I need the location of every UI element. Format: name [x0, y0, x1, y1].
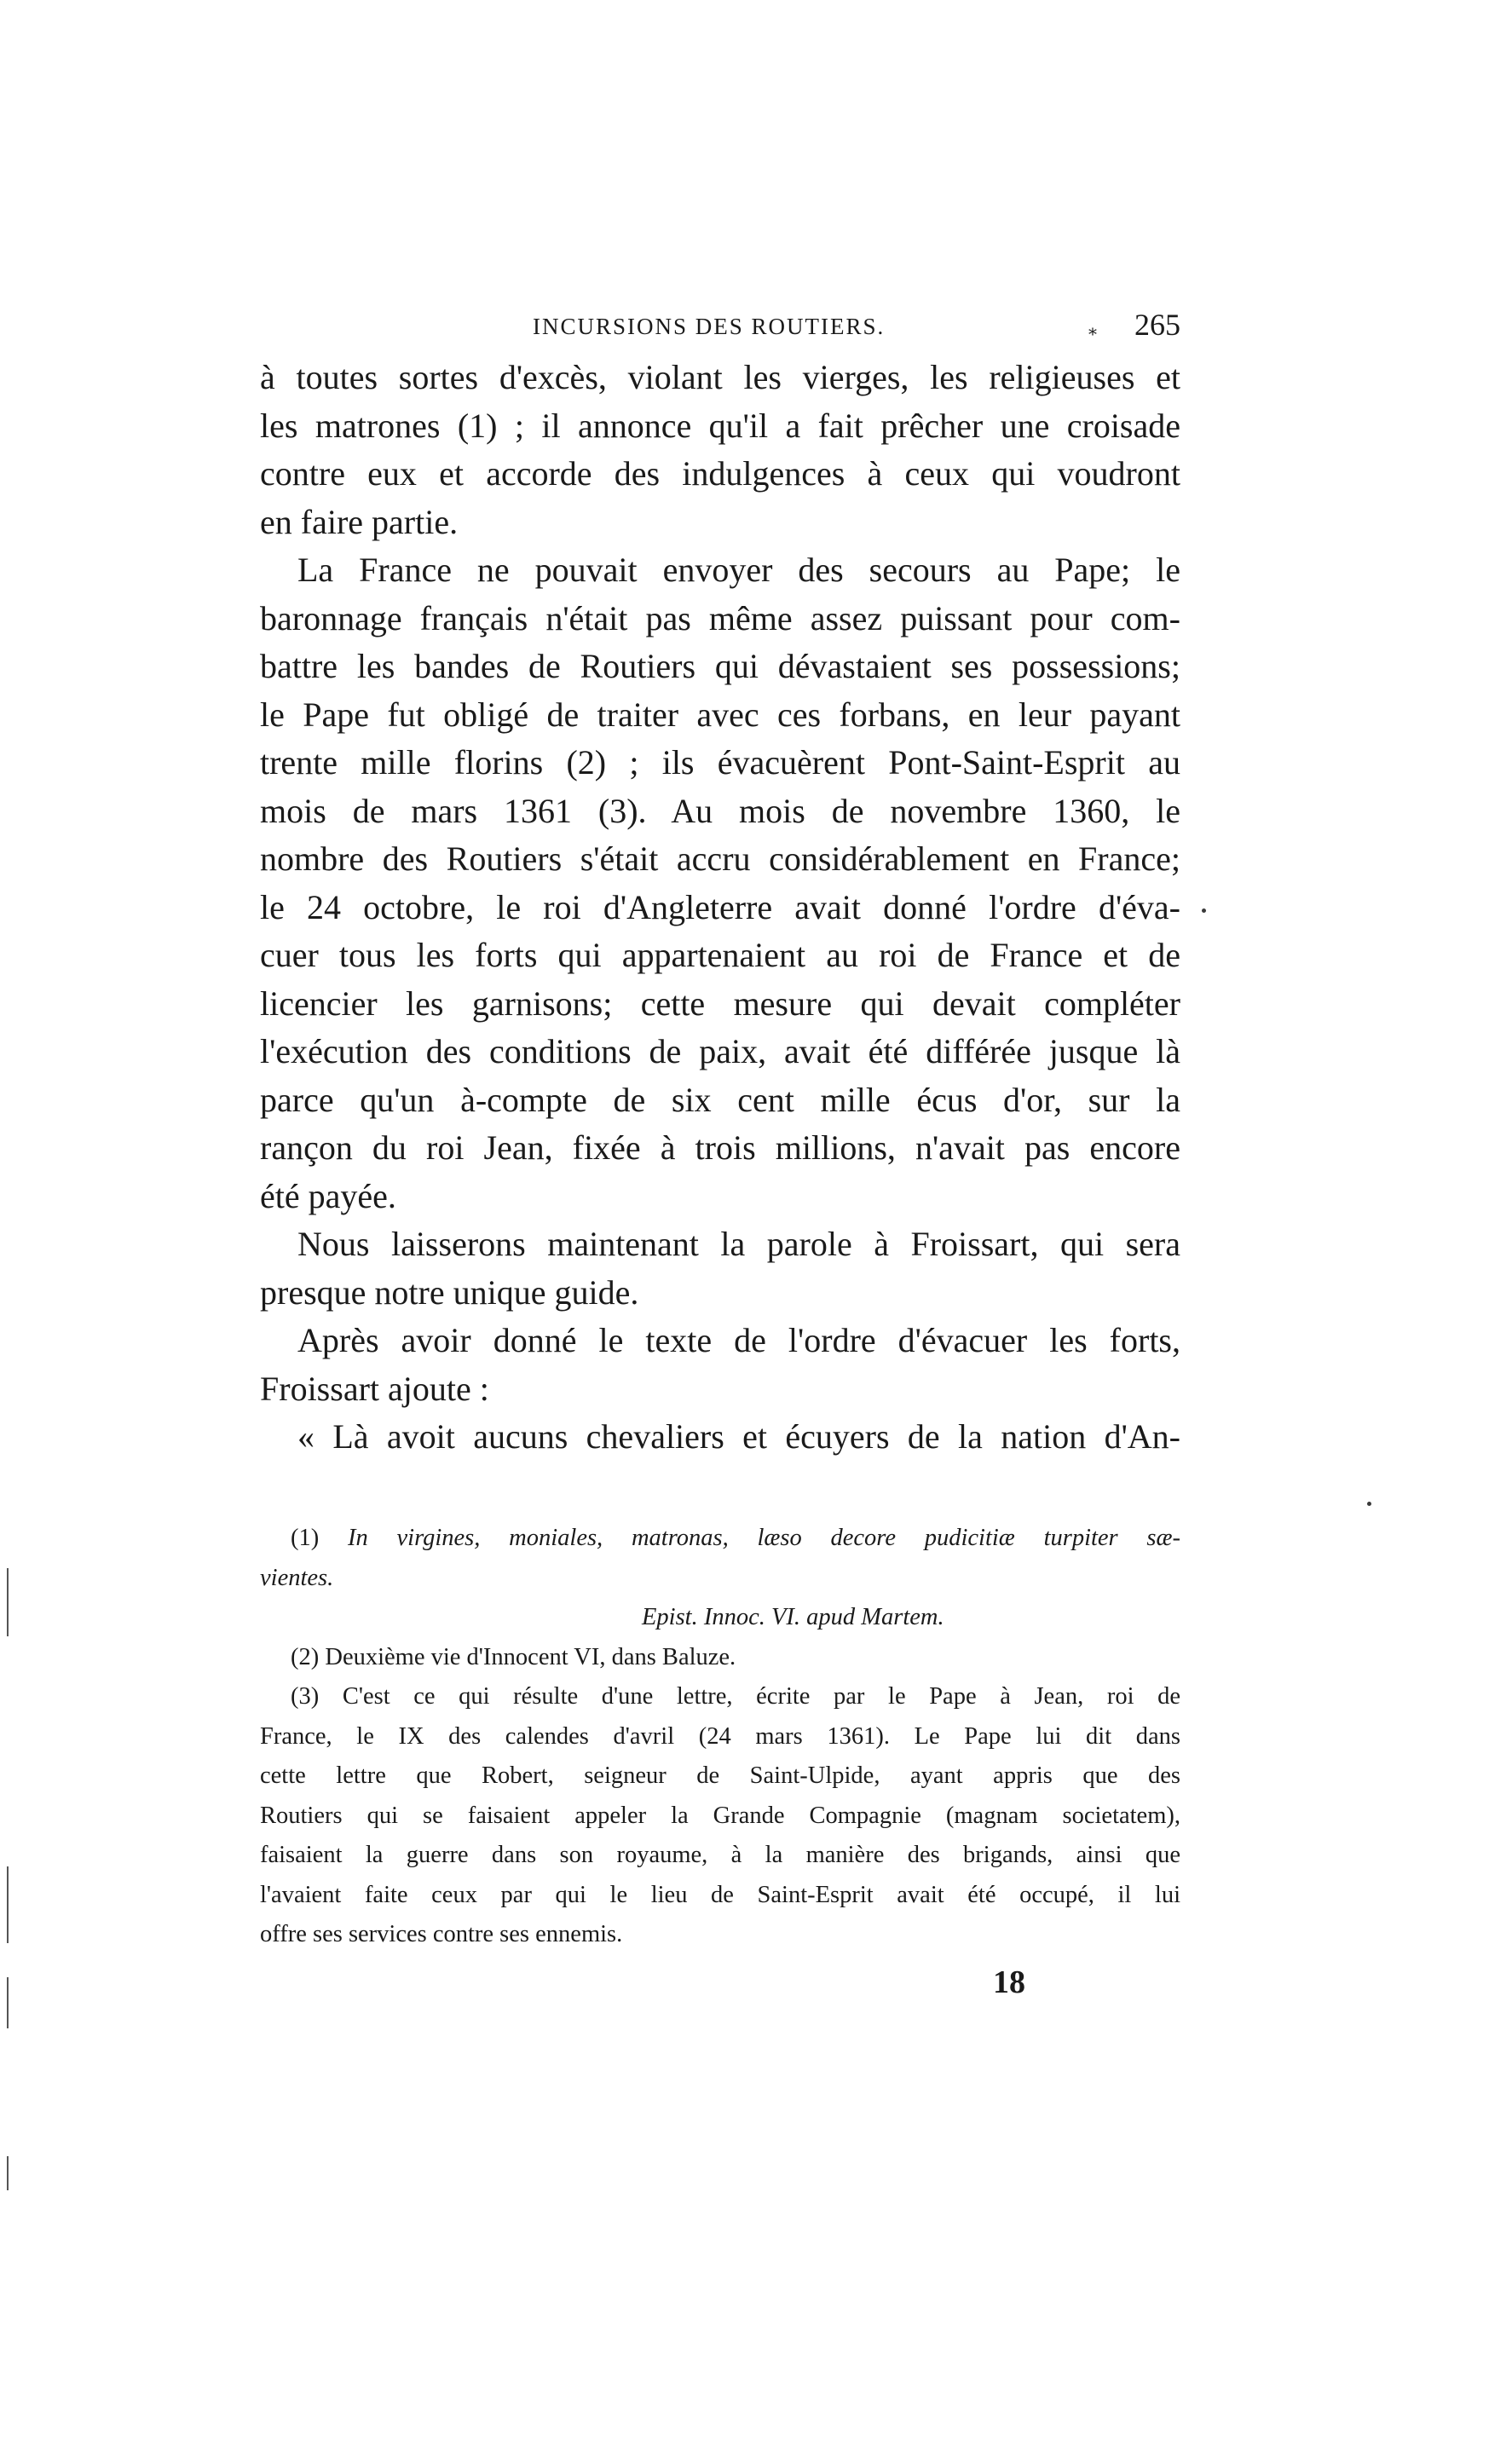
margin-scan-line [7, 2156, 9, 2190]
text-line: les matrones (1) ; il annonce qu'il a fait prêcher une croisade [260, 406, 1180, 445]
scan-speck [1202, 909, 1206, 913]
footnote-3-line: France, le IX des calendes d'avril (24 mars 1361). Le Pape lui dit dans [260, 1722, 1180, 1750]
text-line: battre les bandes de Routiers qui dévastaient ses possessions; [260, 647, 1180, 685]
footnote-1-source: Epist. Innoc. VI. apud Martem. [642, 1604, 944, 1630]
footnote-3-line: Routiers qui se faisaient appeler la Grande Compagnie (magnam societatem), [260, 1802, 1180, 1829]
text-line: presque notre unique guide. [260, 1272, 639, 1312]
text-line: « Là avoit aucuns chevaliers et écuyers de la nation d'An- [297, 1417, 1180, 1456]
text-line: rançon du roi Jean, fixée à trois millions, n'avait pas encore [260, 1128, 1180, 1167]
ornament-mark: ⁎ [1088, 320, 1097, 339]
main-text [260, 354, 1180, 1462]
text-line: mois de mars 1361 (3). Au mois de novembre 1360, le [260, 791, 1180, 830]
text-line: cuer tous les forts qui appartenaient au roi de France et de [260, 936, 1180, 974]
margin-scan-line [7, 1866, 9, 1943]
footnote-2: (2) Deuxième vie d'Innocent VI, dans Baluze. [291, 1643, 736, 1670]
text-line: baronnage français n'était pas même assez puissant pour com- [260, 598, 1180, 637]
text-line: à toutes sortes d'excès, violant les vierges, les religieuses et [260, 358, 1180, 396]
text-line: trente mille florins (2) ; ils évacuèrent Pont-Saint-Esprit au [260, 743, 1180, 782]
signature-mark: 18 [993, 1964, 1025, 2000]
scan-speck [1367, 1502, 1371, 1506]
text-line: parce qu'un à-compte de six cent mille écus d'or, sur la [260, 1080, 1180, 1119]
footnote-1-marker: (1) [291, 1525, 320, 1551]
text-line: contre eux et accorde des indulgences à ceux qui voudront [260, 454, 1180, 493]
text-line: Nous laisserons maintenant la parole à Froissart, qui sera [297, 1225, 1180, 1263]
text-line: été payée. [260, 1176, 396, 1215]
footnote-1-cont-text: vientes. [260, 1564, 334, 1591]
footnote-3-line: cette lettre que Robert, seigneur de Saint-Ulpide, ayant appris que des [260, 1762, 1180, 1789]
text-line: Après avoir donné le texte de l'ordre d'évacuer les forts, [297, 1321, 1180, 1359]
margin-scan-line [7, 1568, 9, 1636]
text-line: Froissart ajoute : [260, 1369, 489, 1408]
margin-scan-line [7, 1977, 9, 2028]
footnote-1 [260, 1519, 1180, 1559]
footnote-3-line: offre ses services contre ses ennemis. [260, 1921, 623, 1947]
page-number: 265 [1134, 308, 1180, 342]
footnote-3-line: l'avaient faite ceux par qui le lieu de Saint-Esprit avait été occupé, il lui [260, 1881, 1180, 1908]
footnotes [260, 1519, 1180, 1955]
footnote-1-continuation [260, 1559, 1180, 1599]
text-line: La France ne pouvait envoyer des secours au Pape; le [297, 551, 1180, 589]
text-line: le Pape fut obligé de traiter avec ces forbans, en leur payant [260, 695, 1180, 734]
text-line: licencier les garnisons; cette mesure qui devait compléter [260, 983, 1180, 1023]
text-line: en faire partie. [260, 502, 459, 541]
text-line: nombre des Routiers s'était accru considérablement en France; [260, 839, 1180, 878]
footnote-1-text: In virgines, moniales, matronas, læso decore pudicitiæ turpiter sæ- [348, 1525, 1180, 1551]
text-line: l'exécution des conditions de paix, avait été différée jusque là [260, 1032, 1180, 1070]
running-head [260, 307, 1180, 349]
running-title: INCURSIONS DES ROUTIERS. [533, 314, 886, 339]
text-line: le 24 octobre, le roi d'Angleterre avait donné l'ordre d'éva- [260, 887, 1180, 926]
footnote-3-line: faisaient la guerre dans son royaume, à la manière des brigands, ainsi que [260, 1842, 1180, 1868]
footnote-3-line: (3) C'est ce qui résulte d'une lettre, écrite par le Pape à Jean, roi de [291, 1683, 1180, 1710]
